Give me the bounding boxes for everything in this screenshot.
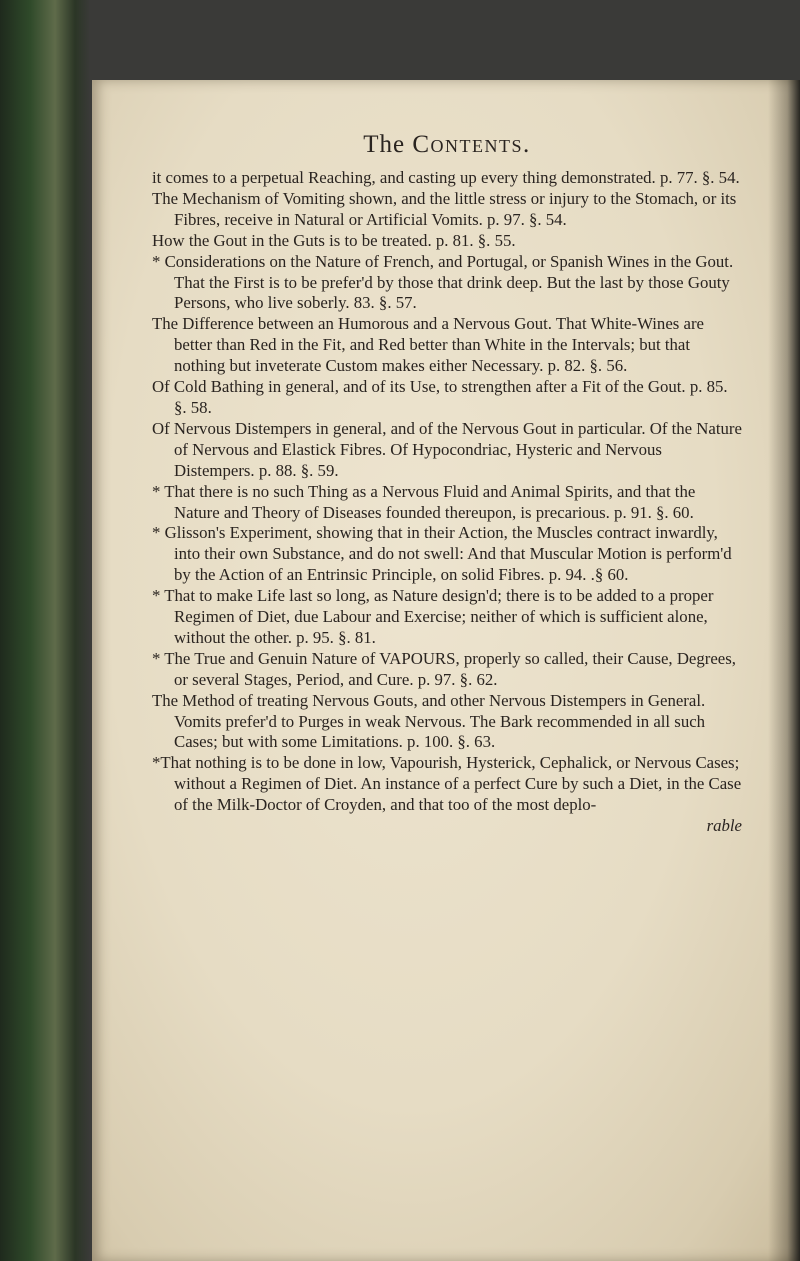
running-head-contents: Contents. (412, 131, 531, 158)
contents-entry-11: * The True and Genuin Nature of VAPOURS, properly so called, their Cause, Degrees, or several Stages, Period, and Cure. p. 97. §. 62. (152, 648, 736, 689)
contents-text-block (152, 130, 742, 837)
running-head-the: The (363, 131, 406, 158)
contents-entry-3: How the Gout in the Guts is to be treated. p. 81. §. 55. (152, 230, 516, 250)
book-page (92, 80, 800, 1261)
page-gutter-shadow (768, 80, 800, 1261)
contents-entry-13: *That nothing is to be done in low, Vapourish, Hysterick, Cephalick, or Nervous Cases; without a Regimen of Diet. An instance of a perfect Cure by such a Diet, in the Case of the Milk-Doctor of Croyden, and that too of the most deplo- (152, 753, 742, 815)
contents-entry-6: Of Cold Bathing in general, and of its Use, to strengthen after a Fit of the Gout. p. 85. §. 58. (152, 377, 728, 417)
contents-entry-4: * Considerations on the Nature of French, and Portugal, or Spanish Wines in the Gout. That the First is to be prefer'd by those that drink deep. But the last by those Gouty Persons, who live soberly. 83. §. 57. (152, 251, 734, 313)
contents-entry-2: The Mechanism of Vomiting shown, and the little stress or injury to the Stomach, or its Fibres, receive in Natural or Artificial Vomits. p. 97. §. 54. (152, 188, 737, 229)
contents-entry-5: The Difference between an Humorous and a Nervous Gout. That White-Wines are better than Red in the Fit, and Red better than White in the Intervals; but that nothing but inveterate Custom makes either Necessary. p. 82. §. 56. (152, 314, 704, 376)
catchword: rable (706, 816, 742, 836)
contents-entry-10: * That to make Life last so long, as Nature design'd; there is to be added to a proper Regimen of Diet, due Labour and Exercise; neither of which is sufficient alone, without the other. p. 95. §. 81. (152, 586, 714, 647)
contents-entry-12: The Method of treating Nervous Gouts, and other Nervous Distempers in General. Vomits prefer'd to Purges in weak Nervous. The Bark recommended in all such Cases; but with some Limitations. p. 100. §. 63. (152, 690, 706, 752)
running-head (152, 130, 742, 160)
contents-entry-8: * That there is no such Thing as a Nervous Fluid and Animal Spirits, and that the Nature and Theory of Diseases founded thereupon, is precarious. p. 91. §. 60. (152, 481, 696, 522)
contents-entry-7: Of Nervous Distempers in general, and of the Nervous Gout in particular. Of the Nature of Nervous and Elastick Fibres. Of Hypocondriac, Hysteric and Nervous Distempers. p. 88. §. 59. (152, 418, 742, 480)
contents-entry-9: * Glisson's Experiment, showing that in their Action, the Muscles contract inwardly, into their own Substance, and do not swell: And that Muscular Motion is perform'd by the Action of an Entrinsic Principle, on solid Fibres. p. 94. .§ 60. (152, 523, 732, 585)
contents-entry-1: it comes to a perpetual Reaching, and casting up every thing demonstrated. p. 77. §. 54. (152, 168, 740, 187)
